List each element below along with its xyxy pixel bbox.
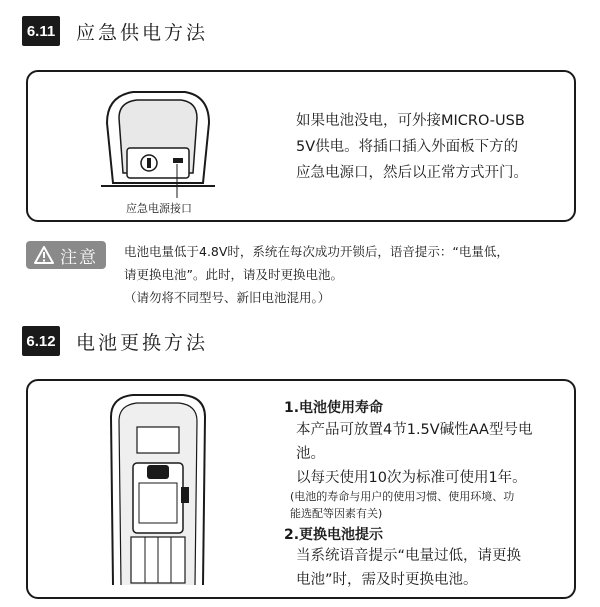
battery-life-line-2: 池。 <box>296 446 325 462</box>
battery-life-line-1: 本产品可放置4节1.5V碱性AA型号电 <box>296 422 533 438</box>
caution-badge <box>26 241 106 269</box>
warning-line-3: （请勿将不同型号、新旧电池混用。） <box>124 290 331 305</box>
caution-label: 注意 <box>60 247 98 268</box>
battery-note-line-1: (电池的寿命与用户的使用习惯、使用环境、功 <box>290 490 515 503</box>
usage-standard-text: 以每天使用10次为标准可使用1年。 <box>296 470 527 486</box>
warning-line-2: 请更换电池”。此时，请及时更换电池。 <box>124 267 343 282</box>
emergency-line-3: 应急电源口，然后以正常方式开门。 <box>296 165 528 181</box>
emergency-port-label: 应急电源接口 <box>126 202 192 215</box>
lock-bottom-illustration <box>93 78 223 203</box>
section-number-6-12: 6.12 <box>22 326 60 356</box>
section-number-6-11: 6.11 <box>22 16 60 46</box>
emergency-line-2: 5V供电。将插口插入外面板下方的 <box>296 139 519 155</box>
replace-prompt-line-1: 当系统语音提示“电量过低，请更换 <box>296 548 522 564</box>
battery-replacement-panel <box>26 379 576 599</box>
lock-back-battery-illustration <box>103 387 213 587</box>
section-title-battery-replacement: 电池更换方法 <box>76 332 209 354</box>
battery-life-heading: 1.电池使用寿命 <box>284 400 384 416</box>
warning-triangle-icon <box>34 246 54 264</box>
warning-line-1: 电池电量低于4.8V时，系统在每次成功开锁后，语音提示：“电量低， <box>124 244 509 259</box>
section-title-emergency-power: 应急供电方法 <box>76 22 209 44</box>
emergency-line-1: 如果电池没电，可外接MICRO-USB <box>296 113 525 129</box>
replace-prompt-line-2: 电池”时，需及时更换电池。 <box>296 572 478 588</box>
replace-prompt-heading: 2.更换电池提示 <box>284 527 384 543</box>
battery-note-line-2: 能选配等因素有关) <box>290 507 383 520</box>
emergency-power-panel <box>26 70 576 222</box>
